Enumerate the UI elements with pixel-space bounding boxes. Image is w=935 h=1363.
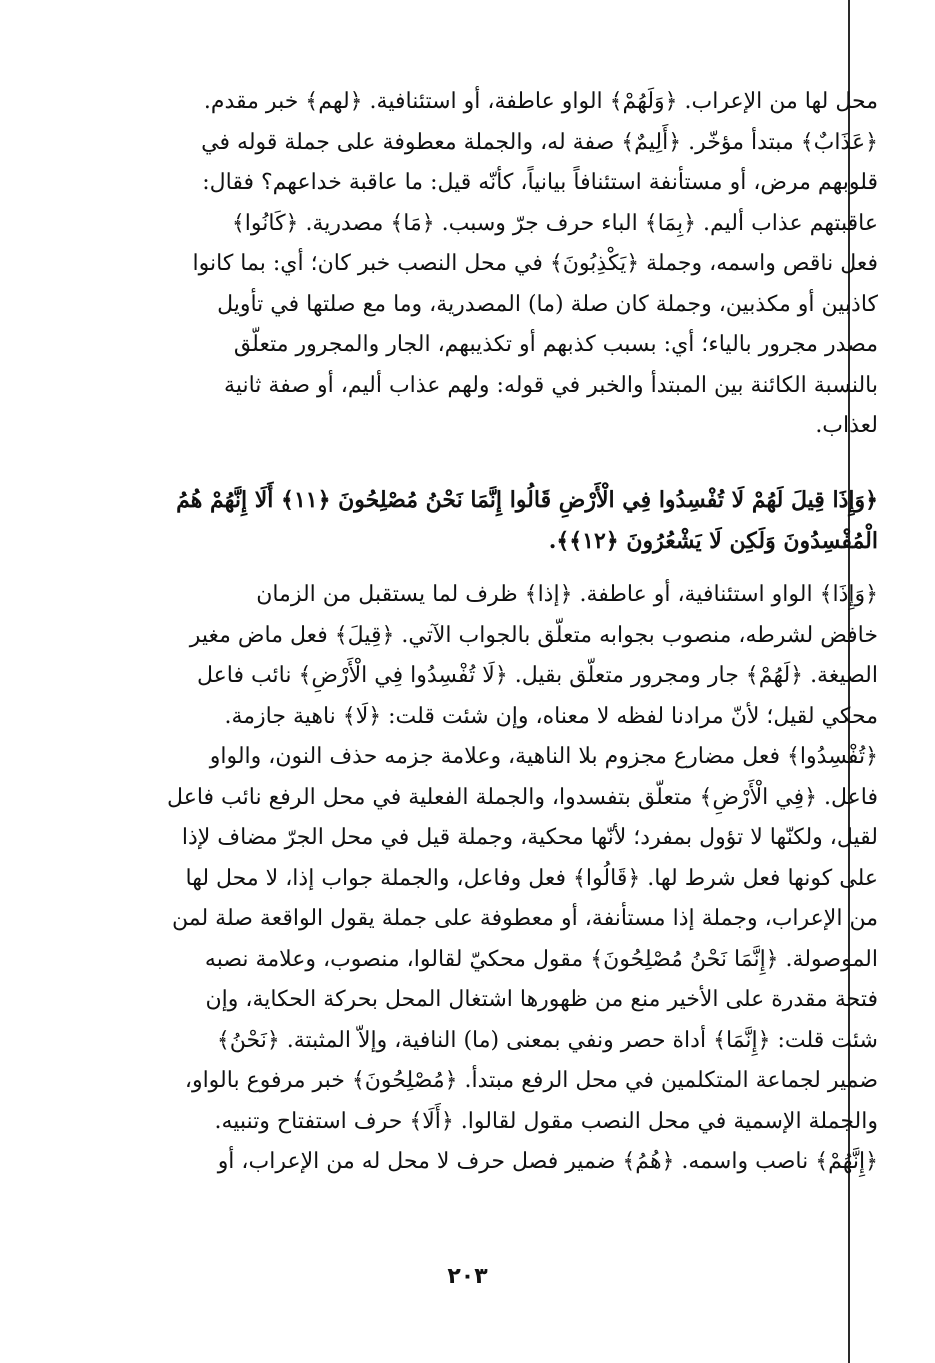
text-line: فاعل. ﴿فِي الْأَرْضِ﴾ متعلّق بتفسدوا، والجملة الفعلية في محل الرفع نائب فاعل <box>167 784 878 810</box>
page-number: ٢٠٣ <box>447 1264 488 1289</box>
text-line: ضمير لجماعة المتكلمين في محل الرفع مبتدأ. ﴿مُصْلِحُونَ﴾ خبر مرفوع بالواو، <box>184 1068 878 1093</box>
quran-verse <box>100 480 878 561</box>
text-line: لقيل، ولكنّها لا تؤول بمفرد؛ لأنّها محكية، وجملة قيل في محل الجرّ مضاف لإذا <box>181 825 878 850</box>
text-line: ﴿عَذَابٌ﴾ مبتدأ مؤخّر. ﴿أَلِيمٌ﴾ صفة له، والجملة معطوفة على جملة قوله في <box>201 129 878 155</box>
text-line: ﴿تُفْسِدُوا﴾ فعل مضارع مجزوم بلا الناهية، وعلامة جزمه حذف النون، والواو <box>209 744 878 769</box>
text-line: من الإعراب، وجملة إذا مستأنفة، أو معطوفة على جملة يقول الواقعة صلة لمن <box>172 906 878 931</box>
text-line: والجملة الإسمية في محل النصب مقول لقالوا. ﴿أَلَا﴾ حرف استفتاح وتنبيه. <box>214 1108 878 1134</box>
text-line: فعل ناقص واسمه، وجملة ﴿يَكْذِبُونَ﴾ في محل النصب خبر كان؛ أي: بما كانوا <box>192 251 878 276</box>
text-line: الموصولة. ﴿إِنَّمَا نَحْنُ مُصْلِحُونَ﴾ مقول محكيّ لقالوا، منصوب، وعلامة نصبه <box>204 946 878 972</box>
text-line: قلوبهم مرض، أو مستأنفة استئنافاً بيانياً، كأنّه قيل: ما عاقبة خداعهم؟ فقال: <box>202 170 878 195</box>
text-line: بالنسبة الكائنة بين المبتدأ والخبر في قوله: ولهم عذاب أليم، أو صفة ثانية <box>224 372 878 398</box>
verse-line: ﴿وَإِذَا قِيلَ لَهُمْ لَا تُفْسِدُوا فِي الْأَرْضِ قَالُوا إِنَّمَا نَحْنُ مُصْلِحُونَ ﴿١١﴾ أَلَا إِنَّهُمْ هُمُ <box>176 487 878 513</box>
paragraph-grammar-analysis-2 <box>100 575 878 1183</box>
text-line: الصيغة. ﴿لَهُمْ﴾ جار ومجرور متعلّق بقيل. ﴿لَا تُفْسِدُوا فِي الْأَرْضِ﴾ نائب فاعل <box>196 663 878 688</box>
text-line: محكي لقيل؛ لأنّ مرادنا لفظه لا معناه، وإن شئت قلت: ﴿لَا﴾ ناهية جازمة. <box>224 703 878 729</box>
text-line: ﴿إِنَّهُمْ﴾ ناصب واسمه. ﴿هُمُ﴾ ضمير فصل حرف لا محل له من الإعراب، أو <box>217 1149 878 1174</box>
text-line: كاذبين أو مكذبين، وجملة كان صلة (ما) المصدرية، وما مع صلتها في تأويل <box>217 291 878 317</box>
text-line: على كونها فعل شرط لها. ﴿قَالُوا﴾ فعل وفاعل، والجملة جواب إذا، لا محل لها <box>185 865 878 891</box>
text-line: فتحة مقدرة على الأخير منع من ظهورها اشتغال المحل بحركة الحكاية، وإن <box>205 987 878 1012</box>
verse-line: الْمُفْسِدُونَ وَلَكِن لَا يَشْعُرُونَ ﴿١٢﴾﴾. <box>548 527 878 554</box>
text-line: عاقبتهم عذاب أليم. ﴿بِمَا﴾ الباء حرف جرّ وسبب. ﴿مَا﴾ مصدرية. ﴿كَانُوا﴾ <box>231 210 878 236</box>
text-line: خافض لشرطه، منصوب بجوابه متعلّق بالجواب الآتي. ﴿قِيلَ﴾ فعل ماض مغير <box>189 622 878 648</box>
text-line: شئت قلت: ﴿إِنَّمَا﴾ أداة حصر ونفي بمعنى (ما) النافية، وإلاّ المثبتة. ﴿نَحْنُ﴾ <box>216 1027 878 1053</box>
text-line: محل لها من الإعراب. ﴿وَلَهُمْ﴾ الواو عاطفة، أو استئنافية. ﴿لهم﴾ خبر مقدم. <box>203 89 878 114</box>
text-line: ﴿وَإِذَا﴾ الواو استئنافية، أو عاطفة. ﴿إذا﴾ ظرف لما يستقبل من الزمان <box>256 582 878 607</box>
paragraph-grammar-analysis-1 <box>100 82 878 447</box>
text-line: لعذاب. <box>815 413 878 438</box>
text-line: مصدر مجرور بالياء؛ أي: بسبب كذبهم أو تكذيبهم، الجار والمجرور متعلّق <box>233 332 878 357</box>
